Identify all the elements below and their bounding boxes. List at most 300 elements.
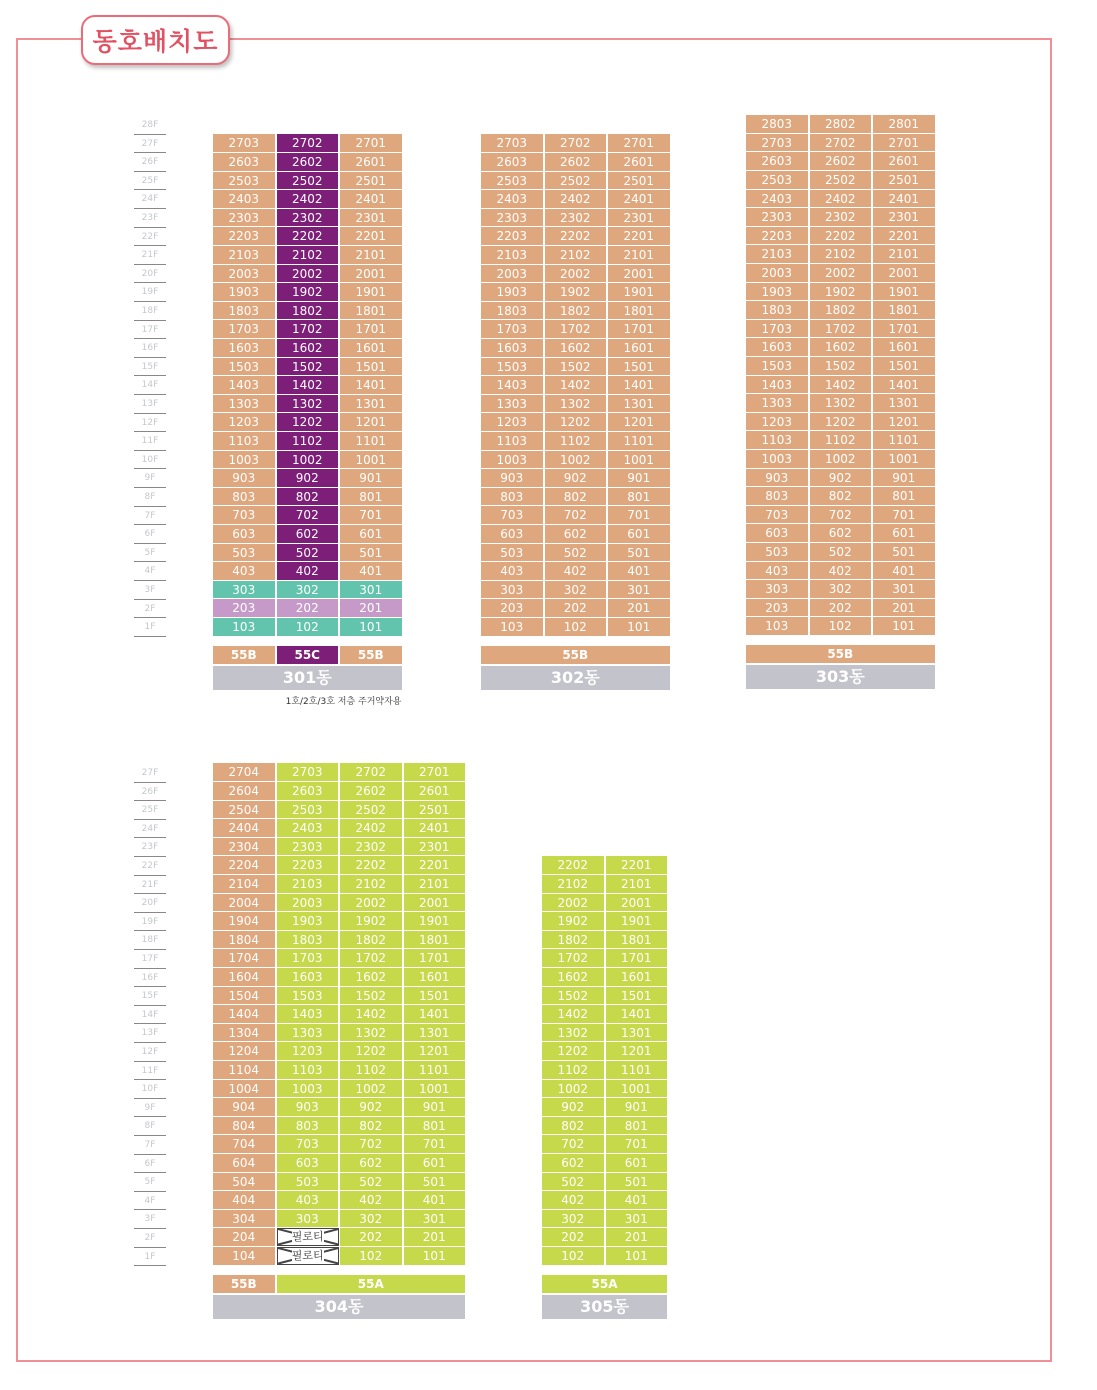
floor-label: 7F: [134, 1136, 166, 1155]
unit-cell: 2001: [873, 264, 937, 283]
unit-cell: 701: [873, 506, 937, 525]
unit-cell: 1102: [340, 1061, 404, 1080]
unit-cell: 1801: [404, 931, 468, 950]
unit-cell: 1501: [608, 358, 672, 377]
unit-cell: 802: [340, 1117, 404, 1136]
unit-cell: 2802: [810, 115, 874, 134]
unit-cell: 2302: [810, 208, 874, 227]
unit-cell: 1102: [810, 431, 874, 450]
piloti-label: 필로티: [291, 1230, 324, 1244]
unit-cell: 1902: [810, 283, 874, 302]
unit-cell: 1703: [277, 949, 341, 968]
unit-cell: 2701: [873, 134, 937, 153]
unit-cell: 601: [608, 525, 672, 544]
unit-cell: 701: [608, 506, 672, 525]
unit-cell: 1103: [213, 432, 277, 451]
unit-cell: 803: [277, 1117, 341, 1136]
unit-cell: 2402: [545, 190, 609, 209]
unit-cell: 1901: [608, 283, 672, 302]
unit-cell: 1202: [277, 413, 341, 432]
unit-cell: 2103: [277, 875, 341, 894]
piloti-cell: [277, 1247, 340, 1265]
unit-type-label: 55B: [213, 646, 277, 664]
unit-cell: 2401: [404, 819, 468, 838]
unit-cell: 902: [542, 1098, 606, 1117]
unit-cell: 2602: [545, 153, 609, 172]
unit-cell: 102: [810, 617, 874, 636]
unit-cell: 301: [873, 580, 937, 599]
floor-label: 26F: [134, 153, 166, 172]
unit-cell: 1604: [213, 968, 277, 987]
unit-cell: 2502: [545, 172, 609, 191]
unit-cell: 2502: [810, 171, 874, 190]
unit-cell: 1601: [340, 339, 404, 358]
floor-label: 27F: [134, 764, 166, 783]
unit-cell: 502: [277, 544, 341, 563]
unit-cell: 1303: [277, 1024, 341, 1043]
unit-cell: 1503: [481, 358, 545, 377]
unit-cell: 2502: [277, 172, 341, 191]
unit-cell: 2401: [873, 190, 937, 209]
unit-cell: 2703: [481, 134, 545, 153]
unit-cell: 904: [213, 1098, 277, 1117]
unit-cell: 201: [873, 599, 937, 618]
unit-cell: 1401: [404, 1005, 468, 1024]
unit-cell: 1304: [213, 1024, 277, 1043]
unit-type-label: 55A: [542, 1275, 669, 1293]
unit-cell: 1002: [810, 450, 874, 469]
unit-cell: 1203: [213, 413, 277, 432]
unit-cell: 1501: [873, 357, 937, 376]
unit-cell: 103: [481, 618, 545, 637]
floor-label: 21F: [134, 246, 166, 265]
unit-cell: 1301: [340, 395, 404, 414]
unit-cell: 104: [213, 1247, 277, 1266]
unit-cell: 902: [340, 1098, 404, 1117]
unit-cell: 1102: [545, 432, 609, 451]
unit-cell: 101: [608, 618, 672, 637]
unit-cell: 2101: [340, 246, 404, 265]
unit-cell: 1502: [542, 987, 606, 1006]
unit-cell: 2103: [746, 245, 810, 264]
unit-type-label: 55B: [746, 645, 937, 663]
unit-cell: 402: [545, 562, 609, 581]
unit-cell: 402: [810, 562, 874, 581]
building-name: 304동: [213, 1295, 465, 1319]
unit-cell: 1701: [340, 320, 404, 339]
unit-cell: 903: [746, 469, 810, 488]
unit-cell: 2701: [404, 763, 468, 782]
unit-cell: 2503: [746, 171, 810, 190]
unit-cell: 703: [213, 506, 277, 525]
unit-cell: 2001: [340, 265, 404, 284]
floor-label: 17F: [134, 950, 166, 969]
unit-cell: 2202: [810, 227, 874, 246]
unit-cell: 402: [542, 1191, 606, 1210]
unit-cell: 2403: [481, 190, 545, 209]
unit-cell: 903: [481, 469, 545, 488]
unit-cell: 1903: [746, 283, 810, 302]
unit-cell: 1802: [277, 302, 341, 321]
unit-cell: 1901: [340, 283, 404, 302]
unit-cell: 1001: [404, 1080, 468, 1099]
unit-cell: 2601: [873, 152, 937, 171]
unit-cell: 701: [606, 1135, 670, 1154]
unit-cell: 1201: [873, 413, 937, 432]
unit-cell: 801: [873, 487, 937, 506]
unit-cell: 803: [213, 488, 277, 507]
unit-cell: 301: [340, 581, 404, 600]
floor-label: 19F: [134, 283, 166, 302]
unit-cell: 603: [213, 525, 277, 544]
unit-cell: 2702: [340, 763, 404, 782]
unit-cell: 1301: [873, 394, 937, 413]
floor-label: 5F: [134, 544, 166, 563]
unit-cell: 1501: [340, 358, 404, 377]
unit-cell: 1502: [545, 358, 609, 377]
unit-cell: 2603: [277, 782, 341, 801]
unit-cell: 401: [340, 562, 404, 581]
unit-cell: 1902: [277, 283, 341, 302]
unit-cell: 2503: [277, 801, 341, 820]
unit-cell: 1503: [746, 357, 810, 376]
unit-cell: 102: [545, 618, 609, 637]
floor-label: 25F: [134, 172, 166, 191]
unit-cell: 2201: [404, 856, 468, 875]
unit-cell: 202: [340, 1228, 404, 1247]
floor-label: 12F: [134, 1043, 166, 1062]
unit-cell: 303: [481, 581, 545, 600]
unit-cell: 1701: [873, 320, 937, 339]
unit-cell: 502: [340, 1173, 404, 1192]
unit-cell: 1101: [608, 432, 672, 451]
unit-cell: 301: [606, 1210, 670, 1229]
unit-cell: 503: [213, 544, 277, 563]
unit-cell: 1302: [277, 395, 341, 414]
unit-cell: 203: [213, 599, 277, 618]
unit-cell: 803: [746, 487, 810, 506]
floor-label: 23F: [134, 209, 166, 228]
unit-cell: 2201: [340, 227, 404, 246]
floor-label: 10F: [134, 1080, 166, 1099]
unit-cell: 1001: [873, 450, 937, 469]
unit-cell: 102: [542, 1247, 606, 1266]
unit-cell: 302: [340, 1210, 404, 1229]
unit-cell: 1502: [340, 987, 404, 1006]
unit-cell: 1102: [277, 432, 341, 451]
unit-cell: 503: [481, 544, 545, 563]
unit-cell: 702: [542, 1135, 606, 1154]
building-name: 305동: [542, 1295, 667, 1319]
floor-label: 22F: [134, 228, 166, 247]
unit-cell: 1703: [746, 320, 810, 339]
unit-cell: 1101: [873, 431, 937, 450]
unit-cell: 401: [873, 562, 937, 581]
unit-cell: 2002: [542, 894, 606, 913]
unit-cell: 302: [277, 581, 341, 600]
unit-cell: 902: [810, 469, 874, 488]
unit-cell: 203: [746, 599, 810, 618]
unit-cell: 2201: [608, 227, 672, 246]
unit-cell: 1603: [277, 968, 341, 987]
unit-cell: 2302: [340, 838, 404, 857]
unit-cell: 2501: [404, 801, 468, 820]
unit-cell: 302: [810, 580, 874, 599]
unit-cell: 1503: [277, 987, 341, 1006]
unit-cell: 2101: [608, 246, 672, 265]
unit-cell: 1603: [481, 339, 545, 358]
unit-cell: 2302: [277, 209, 341, 228]
unit-cell: 702: [277, 506, 341, 525]
unit-cell: 902: [545, 469, 609, 488]
unit-cell: 304: [213, 1210, 277, 1229]
unit-cell: 1302: [810, 394, 874, 413]
unit-cell: 1201: [606, 1042, 670, 1061]
unit-cell: 1802: [810, 301, 874, 320]
unit-cell: 504: [213, 1173, 277, 1192]
unit-cell: 303: [213, 581, 277, 600]
unit-cell: 202: [545, 599, 609, 618]
unit-cell: 2602: [277, 153, 341, 172]
unit-cell: 2503: [481, 172, 545, 191]
unit-cell: 1403: [277, 1005, 341, 1024]
unit-cell: 2003: [277, 894, 341, 913]
unit-cell: 1702: [340, 949, 404, 968]
unit-cell: 1601: [404, 968, 468, 987]
unit-cell: 801: [404, 1117, 468, 1136]
building-name: 302동: [481, 666, 670, 690]
unit-cell: 1202: [542, 1042, 606, 1061]
unit-cell: 601: [606, 1154, 670, 1173]
unit-cell: 2703: [277, 763, 341, 782]
unit-type-label: 55A: [277, 1275, 468, 1293]
unit-cell: 103: [746, 617, 810, 636]
unit-cell: 403: [746, 562, 810, 581]
unit-cell: 1601: [873, 338, 937, 357]
unit-cell: 2402: [810, 190, 874, 209]
unit-cell: 1801: [340, 302, 404, 321]
unit-cell: 1602: [545, 339, 609, 358]
unit-cell: 1302: [545, 395, 609, 414]
unit-cell: 1101: [340, 432, 404, 451]
unit-cell: 2602: [340, 782, 404, 801]
unit-cell: 1502: [277, 358, 341, 377]
floor-label: 9F: [134, 1099, 166, 1118]
floor-label: 15F: [134, 987, 166, 1006]
unit-cell: 2701: [608, 134, 672, 153]
unit-cell: 2103: [213, 246, 277, 265]
unit-cell: 502: [542, 1173, 606, 1192]
floor-label: 14F: [134, 376, 166, 395]
unit-cell: 1301: [608, 395, 672, 414]
unit-cell: 1003: [213, 451, 277, 470]
unit-cell: 1802: [542, 931, 606, 950]
unit-cell: 2001: [404, 894, 468, 913]
unit-cell: 501: [608, 544, 672, 563]
unit-cell: 1201: [340, 413, 404, 432]
unit-cell: 2104: [213, 875, 277, 894]
unit-cell: 2003: [481, 265, 545, 284]
unit-cell: 804: [213, 1117, 277, 1136]
unit-cell: 601: [340, 525, 404, 544]
floor-label: 4F: [134, 562, 166, 581]
unit-cell: 1602: [340, 968, 404, 987]
floor-label: 5F: [134, 1173, 166, 1192]
unit-cell: 1401: [608, 376, 672, 395]
unit-cell: 602: [277, 525, 341, 544]
unit-cell: 1402: [277, 376, 341, 395]
unit-cell: 2202: [277, 227, 341, 246]
unit-cell: 1903: [277, 912, 341, 931]
unit-cell: 302: [545, 581, 609, 600]
unit-cell: 602: [542, 1154, 606, 1173]
floor-label: 24F: [134, 190, 166, 209]
unit-cell: 604: [213, 1154, 277, 1173]
unit-cell: 2002: [340, 894, 404, 913]
unit-cell: 602: [545, 525, 609, 544]
floor-label: 14F: [134, 1006, 166, 1025]
unit-cell: 1502: [810, 357, 874, 376]
unit-cell: 2701: [340, 134, 404, 153]
unit-cell: 2403: [277, 819, 341, 838]
unit-cell: 2502: [340, 801, 404, 820]
floor-label: 20F: [134, 265, 166, 284]
unit-cell: 1003: [746, 450, 810, 469]
unit-cell: 2001: [606, 894, 670, 913]
floor-label: 6F: [134, 1155, 166, 1174]
unit-cell: 1204: [213, 1042, 277, 1061]
unit-cell: 2302: [545, 209, 609, 228]
unit-cell: 402: [277, 562, 341, 581]
unit-cell: 1103: [481, 432, 545, 451]
unit-cell: 703: [746, 506, 810, 525]
unit-cell: 1901: [404, 912, 468, 931]
page-title: 동호배치도: [81, 15, 230, 65]
unit-cell: 1703: [481, 320, 545, 339]
unit-cell: 2702: [810, 134, 874, 153]
unit-cell: 1002: [277, 451, 341, 470]
unit-cell: 2403: [213, 190, 277, 209]
unit-cell: 901: [340, 469, 404, 488]
unit-cell: 2704: [213, 763, 277, 782]
unit-cell: 2003: [213, 265, 277, 284]
unit-cell: 1401: [606, 1005, 670, 1024]
unit-cell: 2002: [545, 265, 609, 284]
unit-cell: 901: [606, 1098, 670, 1117]
floor-label: 16F: [134, 969, 166, 988]
unit-cell: 2101: [606, 875, 670, 894]
unit-cell: 803: [481, 488, 545, 507]
unit-cell: 2304: [213, 838, 277, 857]
unit-cell: 303: [277, 1210, 341, 1229]
unit-cell: 1602: [810, 338, 874, 357]
unit-cell: 2603: [746, 152, 810, 171]
unit-cell: 303: [746, 580, 810, 599]
unit-cell: 2504: [213, 801, 277, 820]
floor-label: 21F: [134, 876, 166, 895]
unit-cell: 2703: [746, 134, 810, 153]
unit-cell: 2102: [340, 875, 404, 894]
unit-cell: 2204: [213, 856, 277, 875]
floor-label: 3F: [134, 581, 166, 600]
floor-label: 28F: [134, 116, 166, 135]
unit-cell: 1603: [746, 338, 810, 357]
unit-cell: 601: [873, 524, 937, 543]
unit-cell: 1201: [404, 1042, 468, 1061]
unit-cell: 602: [810, 524, 874, 543]
unit-cell: 204: [213, 1228, 277, 1247]
unit-cell: 903: [213, 469, 277, 488]
unit-cell: 1702: [277, 320, 341, 339]
unit-cell: 2601: [608, 153, 672, 172]
floor-label: 12F: [134, 414, 166, 433]
unit-cell: 202: [277, 599, 341, 618]
unit-cell: 101: [340, 618, 404, 637]
unit-cell: 1103: [277, 1061, 341, 1080]
unit-cell: 503: [277, 1173, 341, 1192]
unit-cell: 2101: [404, 875, 468, 894]
unit-cell: 1001: [608, 451, 672, 470]
unit-cell: 1702: [810, 320, 874, 339]
unit-cell: 1002: [542, 1080, 606, 1099]
unit-cell: 2403: [746, 190, 810, 209]
unit-cell: 1704: [213, 949, 277, 968]
unit-cell: 1602: [277, 339, 341, 358]
unit-cell: 2203: [277, 856, 341, 875]
unit-cell: 2201: [873, 227, 937, 246]
unit-cell: 502: [810, 543, 874, 562]
unit-cell: 501: [340, 544, 404, 563]
unit-cell: 402: [340, 1191, 404, 1210]
unit-cell: 1402: [810, 376, 874, 395]
unit-cell: 203: [481, 599, 545, 618]
unit-cell: 1902: [545, 283, 609, 302]
unit-cell: 1403: [481, 376, 545, 395]
floor-label: 25F: [134, 801, 166, 820]
unit-cell: 2003: [746, 264, 810, 283]
unit-cell: 1904: [213, 912, 277, 931]
floor-axis-top: [134, 116, 168, 636]
unit-cell: 1403: [746, 376, 810, 395]
unit-cell: 2601: [404, 782, 468, 801]
unit-cell: 802: [810, 487, 874, 506]
unit-cell: 2401: [340, 190, 404, 209]
unit-cell: 1803: [746, 301, 810, 320]
floor-label: 6F: [134, 525, 166, 544]
unit-cell: 201: [340, 599, 404, 618]
unit-cell: 2202: [340, 856, 404, 875]
unit-cell: 702: [340, 1135, 404, 1154]
unit-cell: 1801: [608, 302, 672, 321]
unit-cell: 1104: [213, 1061, 277, 1080]
unit-cell: 703: [481, 506, 545, 525]
unit-cell: 103: [213, 618, 277, 637]
floor-label: 1F: [134, 1248, 166, 1267]
unit-cell: 901: [404, 1098, 468, 1117]
unit-cell: 1202: [545, 413, 609, 432]
unit-cell: 2203: [746, 227, 810, 246]
unit-cell: 1901: [606, 912, 670, 931]
unit-cell: 501: [606, 1173, 670, 1192]
unit-cell: 401: [404, 1191, 468, 1210]
unit-cell: 1004: [213, 1080, 277, 1099]
unit-cell: 1701: [606, 949, 670, 968]
unit-cell: 1103: [746, 431, 810, 450]
floor-label: 18F: [134, 302, 166, 321]
unit-cell: 1601: [606, 968, 670, 987]
floor-label: 2F: [134, 600, 166, 619]
unit-cell: 301: [404, 1210, 468, 1229]
